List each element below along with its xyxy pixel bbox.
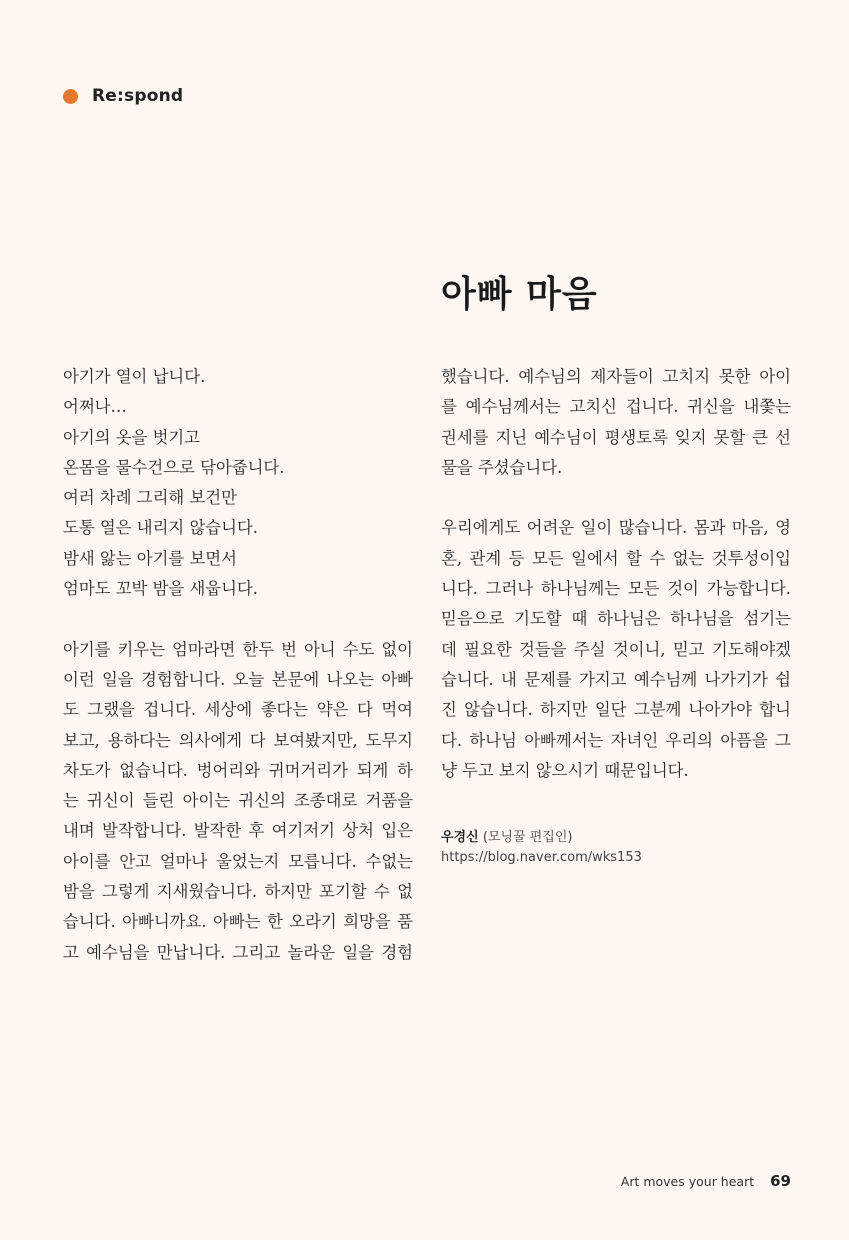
poem-line: 온몸을 물수건으로 닦아줍니다. bbox=[63, 457, 285, 477]
paragraph-line: 내며 발작합니다. 발작한 후 여기저기 상처 입은 bbox=[63, 821, 413, 841]
paragraph-line: 물을 주셨습니다. bbox=[441, 457, 563, 477]
poem-line: 도통 열은 내리지 않습니다. bbox=[63, 518, 259, 538]
paragraph-line: 습니다. 내 문제를 가지고 예수님께 나가기가 쉽 bbox=[441, 669, 791, 689]
footer-tagline: Art moves your heart bbox=[620, 1174, 755, 1189]
poem-line: 아기의 옷을 벗기고 bbox=[63, 427, 201, 447]
paragraph-line: 아이를 안고 얼마나 울었는지 모릅니다. 수없는 bbox=[63, 851, 413, 871]
poem-line: 아기가 열이 납니다. bbox=[63, 367, 206, 386]
paragraph-line: 데 필요한 것들을 주실 것이니, 믿고 기도해야겠 bbox=[441, 639, 791, 659]
poem-line: 어쩌나… bbox=[63, 397, 127, 417]
section-label-text: Re:spond bbox=[92, 86, 184, 106]
paragraph-line: 권세를 지닌 예수님이 평생토록 잊지 못할 큰 선 bbox=[441, 427, 791, 447]
body-paragraph bbox=[63, 635, 413, 968]
body-paragraph bbox=[441, 513, 791, 786]
author-role: (모닝꿀 편집인) bbox=[482, 830, 573, 845]
paragraph-gap bbox=[441, 483, 791, 513]
paragraph-line: 다. 하나님 아빠께서는 자녀인 우리의 아픔을 그 bbox=[441, 730, 791, 750]
poem-line: 밤새 앓는 아기를 보면서 bbox=[63, 548, 237, 568]
page-number: 69 bbox=[770, 1172, 791, 1190]
paragraph-gap bbox=[63, 604, 413, 634]
paragraph-line: 아기를 키우는 엄마라면 한두 번 아니 수도 없이 bbox=[63, 639, 413, 659]
left-column bbox=[63, 362, 413, 968]
paragraph-line: 했습니다. 예수님의 제자들이 고치지 못한 아이 bbox=[441, 367, 791, 386]
paragraph-line: 밤을 그렇게 지새웠습니다. 하지만 포기할 수 없 bbox=[63, 882, 413, 902]
paragraph-line: 습니다. 아빠니까요. 아빠는 한 오라기 희망을 품 bbox=[63, 912, 413, 932]
paragraph-line: 니다. 그러나 하나님께는 모든 것이 가능합니다. bbox=[441, 579, 791, 599]
paragraph-line: 믿음으로 기도할 때 하나님은 하나님을 섬기는 bbox=[441, 609, 791, 629]
paragraph-line: 를 예수님께서는 고치신 겁니다. 귀신을 내쫓는 bbox=[441, 397, 791, 417]
poem-line: 엄마도 꼬박 밤을 새웁니다. bbox=[63, 579, 259, 599]
author-blog-link[interactable]: https://blog.naver.com/wks153 bbox=[441, 850, 642, 865]
page-footer bbox=[621, 1172, 791, 1190]
paragraph-line: 우리에게도 어려운 일이 많습니다. 몸과 마음, 영 bbox=[441, 518, 791, 538]
paragraph-line: 는 귀신이 들린 아이는 귀신의 조종대로 거품을 bbox=[63, 791, 413, 811]
poem-line: 여러 차례 그리해 보건만 bbox=[63, 488, 237, 508]
paragraph-line: 고 예수님을 만납니다. 그리고 놀라운 일을 경험 bbox=[63, 942, 413, 962]
author-info bbox=[441, 828, 642, 868]
author-name: 우경신 bbox=[441, 830, 479, 845]
paragraph-line: 진 않습니다. 하지만 일단 그분께 나아가야 합니 bbox=[441, 700, 791, 720]
article-title: 아빠 마음 bbox=[441, 274, 598, 315]
paragraph-line: 냥 두고 보지 않으시기 때문입니다. bbox=[441, 760, 689, 780]
paragraph-line: 보고, 용하다는 의사에게 다 보여봤지만, 도무지 bbox=[63, 730, 413, 750]
paragraph-line: 혼, 관계 등 모든 일에서 할 수 없는 것투성이입 bbox=[441, 548, 791, 568]
poem bbox=[63, 362, 413, 604]
paragraph-line: 차도가 없습니다. 벙어리와 귀머거리가 되게 하 bbox=[63, 760, 413, 780]
body-paragraph bbox=[441, 362, 791, 483]
orange-dot-icon bbox=[63, 89, 78, 104]
paragraph-line: 도 그랬을 겁니다. 세상에 좋다는 약은 다 먹여 bbox=[63, 700, 413, 720]
right-column bbox=[441, 362, 791, 786]
paragraph-line: 이런 일을 경험합니다. 오늘 본문에 나오는 아빠 bbox=[63, 669, 413, 689]
section-label bbox=[63, 86, 183, 106]
